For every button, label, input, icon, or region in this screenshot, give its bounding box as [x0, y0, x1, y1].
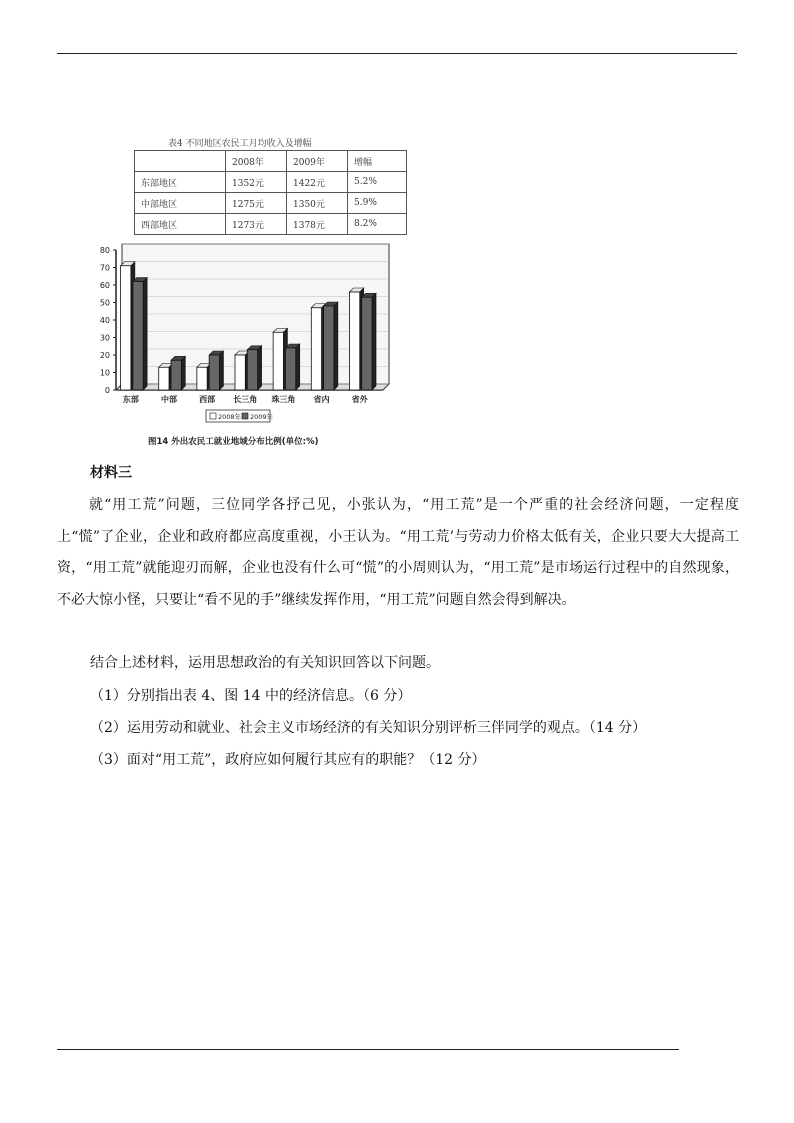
bar-2009 [285, 348, 295, 390]
table-cell: 1275元 [226, 193, 287, 214]
question-3: （3）面对“用工荒”，政府应如何履行其应有的职能？（12 分） [90, 752, 486, 768]
figure-block [78, 128, 418, 450]
table-caption: 表4 不同地区农民工月均收入及增幅 [168, 139, 312, 149]
x-tick-label: 省外 [351, 395, 368, 404]
y-tick-label: 0 [104, 386, 110, 395]
table-cell: 1273元 [226, 214, 287, 235]
table-row [135, 214, 407, 235]
bar-side [181, 356, 185, 390]
table-header-cell [135, 151, 226, 172]
y-tick-label: 70 [99, 263, 110, 273]
legend-label: 2009年 [250, 413, 274, 421]
income-table [134, 150, 407, 235]
legend-swatch [210, 413, 216, 419]
questions-intro: 结合上述材料，运用思想政治的有关知识回答以下问题。 [90, 655, 440, 671]
table-header-cell: 2008年 [226, 151, 287, 172]
y-tick-label: 50 [99, 298, 110, 308]
table-row [135, 193, 407, 214]
y-tick-label: 80 [99, 246, 110, 255]
table-cell: 中部地区 [135, 193, 226, 214]
table-cell: 1350元 [287, 193, 348, 214]
bar-2009 [171, 360, 181, 390]
bar-side [372, 293, 376, 390]
bar-side [258, 346, 262, 390]
footer-rule [57, 1049, 679, 1050]
table-cell: 1422元 [287, 172, 348, 193]
y-tick-label: 40 [99, 316, 110, 325]
bar-2009 [362, 297, 372, 390]
x-tick-label: 西部 [199, 395, 216, 404]
table-header-cell: 2009年 [287, 151, 348, 172]
legend-swatch [242, 413, 248, 419]
bar-side [296, 344, 300, 390]
bar-2008 [349, 292, 359, 390]
y-tick-label: 30 [99, 333, 110, 343]
chart-title: 图14 外出农民工就业地域分布比例(单位:%) [148, 437, 319, 447]
x-tick-label: 省内 [313, 395, 330, 404]
table-cell: 西部地区 [135, 214, 226, 235]
bar-2009 [324, 306, 334, 390]
bar-2008 [273, 332, 283, 390]
bar-2008 [235, 355, 245, 390]
question-2: （2）运用劳动和就业、社会主义市场经济的有关知识分别评析三伴同学的观点。（14 分） [90, 720, 647, 736]
x-tick-label: 珠三角 [271, 395, 296, 404]
bar-2008 [197, 367, 207, 390]
material-paragraph: 就“用工荒”问题，三位同学各抒己见，小张认为，“用工荒”是一个严重的社会经济问题，一定程度上“慌”了企业，企业和政府都应高度重视，小王认为。“用工荒’与劳动力价格太低有关，企业只要大大提高工资，“用工荒”就能迎刃而解，企业也没有什么可“慌”的小周则认为，“用工荒”是市场运行过程中的自然现象，不必大惊小怪，只要让“看不见的手”继续发挥作用，“用工荒”问题自然会得到解决。 [57, 497, 739, 608]
table-header-row [135, 151, 407, 172]
table-cell: 1378元 [287, 214, 348, 235]
bar-side [143, 278, 147, 391]
bar-2008 [121, 266, 131, 390]
table-cell: 1352元 [226, 172, 287, 193]
bar-2008 [159, 367, 169, 390]
legend-label: 2008年 [218, 413, 242, 421]
table-header-cell: 增幅 [348, 151, 407, 172]
table-cell: 8.2% [348, 214, 407, 235]
question-1: （1）分别指出表 4、图 14 中的经济信息。（6 分） [90, 688, 412, 704]
x-tick-label: 长三角 [233, 395, 258, 404]
bar-side [334, 302, 338, 390]
table-row [135, 172, 407, 193]
material-title: 材料三 [90, 465, 132, 481]
y-tick-label: 20 [99, 351, 110, 360]
bar-2009 [133, 282, 143, 391]
table-cell: 5.2% [348, 172, 407, 193]
bar-2009 [247, 350, 257, 390]
header-rule [57, 53, 737, 54]
bar-2009 [209, 355, 219, 390]
bar-2008 [311, 308, 321, 390]
table-cell: 东部地区 [135, 172, 226, 193]
distribution-bar-chart [78, 238, 418, 450]
x-tick-label: 东部 [122, 395, 139, 404]
bar-side [219, 351, 223, 390]
y-tick-label: 60 [99, 281, 110, 290]
y-tick-label: 10 [99, 368, 110, 378]
x-tick-label: 中部 [161, 395, 178, 404]
table-cell: 5.9% [348, 193, 407, 214]
